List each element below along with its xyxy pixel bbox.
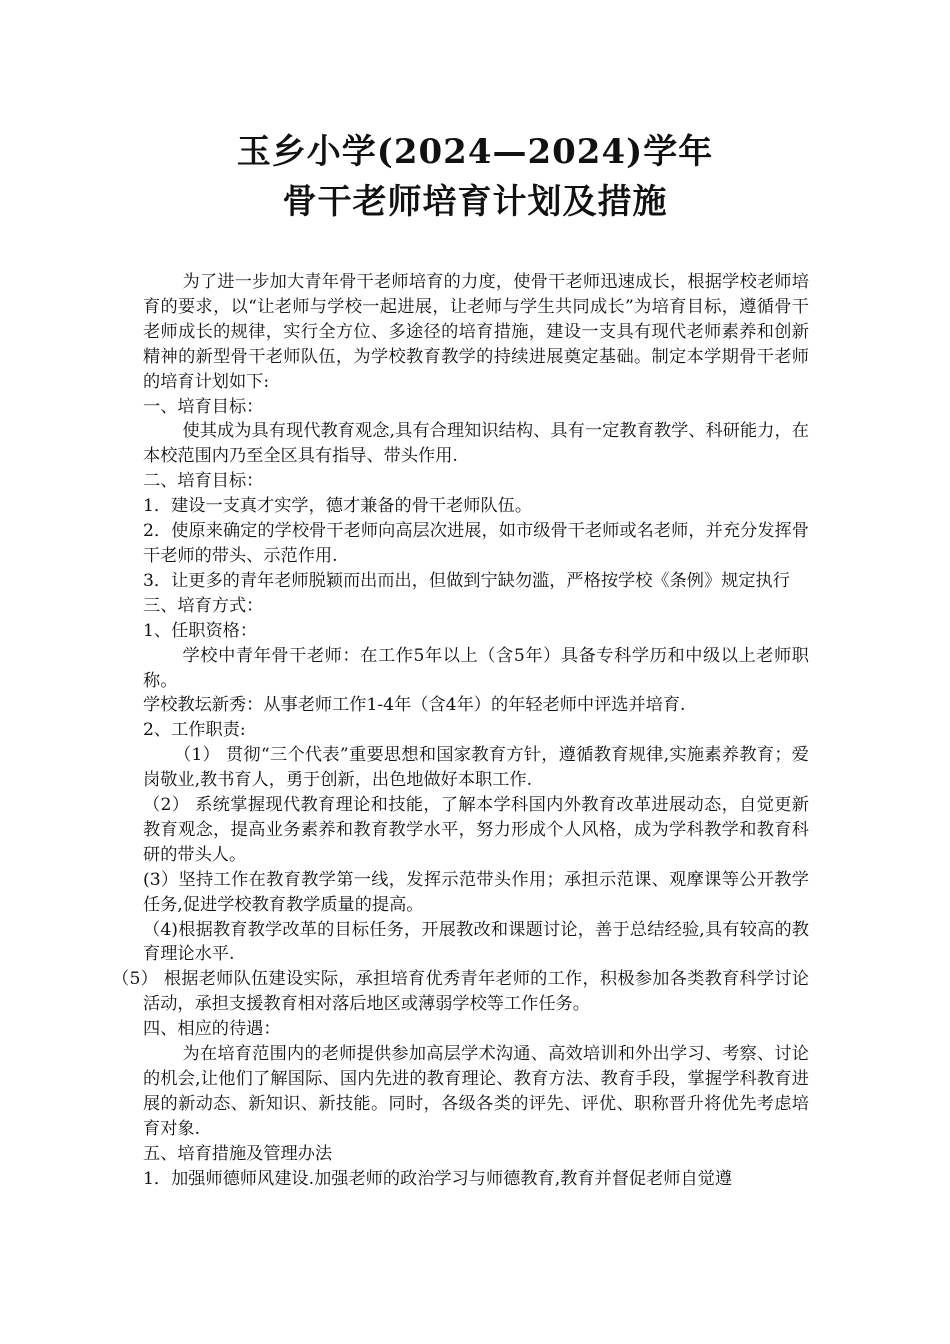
section-heading-4: 四、相应的待遇： (143, 1019, 281, 1040)
list-item: （1） 贯彻“三个代表”重要思想和国家教育方针，遵循教育规律,实施素养教育；爱岗敬业,教书育人，勇于创新，出色地做好本职工作. (143, 745, 809, 791)
subheading: 2、工作职责: (143, 720, 246, 741)
document-body (112, 270, 809, 1192)
document-title-line2: 骨干老师培育计划及措施 (282, 182, 668, 222)
section-heading-1: 一、培育目标： (143, 396, 264, 417)
paragraph: 为在培育范围内的老师提供参加高层学术沟通、高效培训和外出学习、考察、讨论的机会,让他们了解国际、国内先进的教育理论、教育方法、教育手段，掌握学科教育进展的新动态、新知识、新技能。同时，各级各类的评先、评优、职称晋升将优先考虑培育对象. (143, 1044, 809, 1139)
paragraph: 使其成为具有现代教育观念,具有合理知识结构、具有一定教育教学、科研能力，在本校范围内乃至全区具有指导、带头作用. (143, 421, 809, 467)
document-title-line1: 玉乡小学(2024—2024)学年 (236, 132, 714, 172)
list-item: 3．让更多的青年老师脱颖而出而出，但做到宁缺勿滥，严格按学校《条例》规定执行 (143, 570, 790, 591)
list-item: 1．建设一支真才实学，德才兼备的骨干老师队伍。 (143, 496, 533, 517)
list-item: （2） 系统掌握现代教育理论和技能，了解本学科国内外教育改革进展动态，自觉更新教育观念，提高业务素养和教育教学水平，努力形成个人风格，成为学科教学和教育科研的带头人。 (143, 795, 809, 865)
intro-paragraph: 为了进一步加大青年骨干老师培育的力度，使骨干老师迅速成长，根据学校老师培育的要求，以“让老师与学校一起进展，让老师与学生共同成长”为培育目标，遵循骨干老师成长的规律，实行全方位、多途径的培育措施，建设一支具有现代老师素养和创新精神的新型骨干老师队伍，为学校教育教学的持续进展奠定基础。制定本学期骨干老师的培育计划如下: (143, 272, 809, 392)
list-item: （4)根据教育教学改革的目标任务，开展教改和课题讨论，善于总结经验,具有较高的教育理论水平. (143, 919, 809, 965)
section-heading-5: 五、培育措施及管理办法 (143, 1143, 333, 1164)
paragraph: 学校教坛新秀：从事老师工作1-4年（含4年）的年轻老师中评选并培育. (143, 695, 686, 716)
paragraph: 学校中青年骨干老师：在工作5年以上（含5年）具备专科学历和中级以上老师职称。 (143, 645, 809, 691)
list-item: (3）坚持工作在教育教学第一线，发挥示范带头作用；承担示范课、观摩课等公开教学任务,促进学校教育教学质量的提高。 (143, 869, 809, 915)
list-item: 2．使原来确定的学校骨干老师向高层次进展，如市级骨干老师或名老师，并充分发挥骨干老师的带头、示范作用. (143, 521, 809, 566)
list-item: （5） 根据老师队伍建设实际，承担培育优秀青年老师的工作，积极参加各类教育科学讨论活动，承担支援教育相对落后地区或薄弱学校等工作任务。 (112, 969, 809, 1015)
subheading: 1、任职资格： (143, 620, 258, 641)
section-heading-2: 二、培育目标： (143, 471, 264, 492)
section-heading-3: 三、培育方式： (143, 595, 264, 616)
list-item: 1．加强师德师风建设.加强老师的政治学习与师德教育,教育并督促老师自觉遵 (143, 1168, 733, 1189)
